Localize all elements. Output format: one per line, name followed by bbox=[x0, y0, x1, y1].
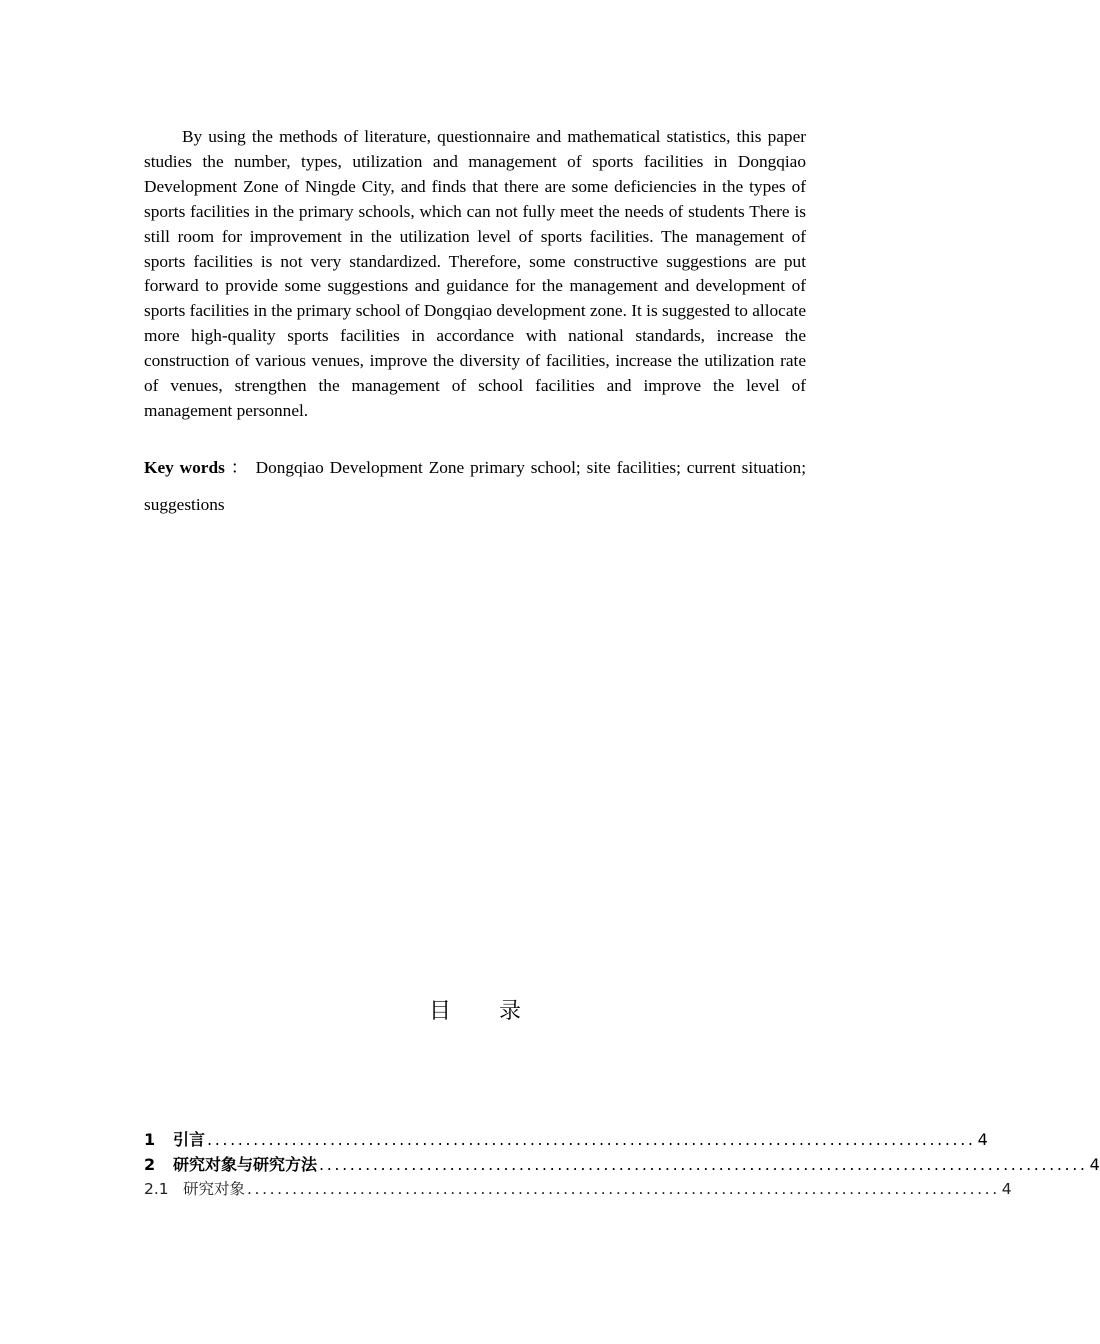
toc-entry[interactable] bbox=[144, 1152, 1100, 1177]
toc-entry-number: 2.1 bbox=[144, 1180, 169, 1198]
toc-entry-page: 4 bbox=[1089, 1155, 1100, 1174]
keywords-line bbox=[144, 449, 806, 523]
english-abstract-paragraph: By using the methods of literature, questionnaire and mathematical statistics, this paper studies the number, types, utilization and management of sports facilities in Dongqiao Development Zone of Ningde City, and finds that there are some deficiencies in the types of sports facilities in the primary schools, which can not fully meet the needs of students There is still room for improvement in the utilization level of sports facilities. The management of sports facilities is not very standardized. Therefore, some constructive suggestions are put forward to provide some suggestions and guidance for the management and development of sports facilities in the primary school of Dongqiao development zone. It is suggested to allocate more high-quality sports facilities in accordance with national standards, increase the construction of various venues, improve the diversity of facilities, increase the utilization rate of venues, strengthen the management of school facilities and improve the level of management personnel. bbox=[144, 127, 806, 420]
keywords-label: Key words bbox=[144, 458, 225, 477]
toc-leader-dots: .................................................................................................... bbox=[207, 1130, 976, 1149]
toc-entry-page: 4 bbox=[1001, 1180, 1012, 1198]
toc-heading-char-2: 录 bbox=[499, 999, 522, 1024]
toc-entry-title: 研究对象 bbox=[183, 1180, 246, 1198]
toc-entry-number: 1 bbox=[144, 1130, 156, 1149]
toc-entry-title: 引言 bbox=[173, 1130, 206, 1149]
toc-entry-page: 4 bbox=[977, 1130, 988, 1149]
table-of-contents bbox=[144, 1127, 1100, 1202]
toc-heading-char-1: 目 bbox=[428, 999, 451, 1024]
table-of-contents-heading bbox=[0, 996, 950, 1028]
toc-entry-title: 研究对象与研究方法 bbox=[173, 1155, 318, 1174]
toc-entry[interactable] bbox=[144, 1127, 988, 1152]
toc-entry-number: 2 bbox=[144, 1155, 156, 1174]
keywords-text: Dongqiao Development Zone primary school; site facilities; current situation; suggestions bbox=[144, 458, 806, 514]
toc-entry[interactable] bbox=[144, 1177, 1012, 1202]
keywords-separator: ： bbox=[230, 458, 250, 477]
toc-leader-dots: .................................................................................................... bbox=[319, 1155, 1088, 1174]
toc-leader-dots: .................................................................................................... bbox=[247, 1180, 1000, 1198]
